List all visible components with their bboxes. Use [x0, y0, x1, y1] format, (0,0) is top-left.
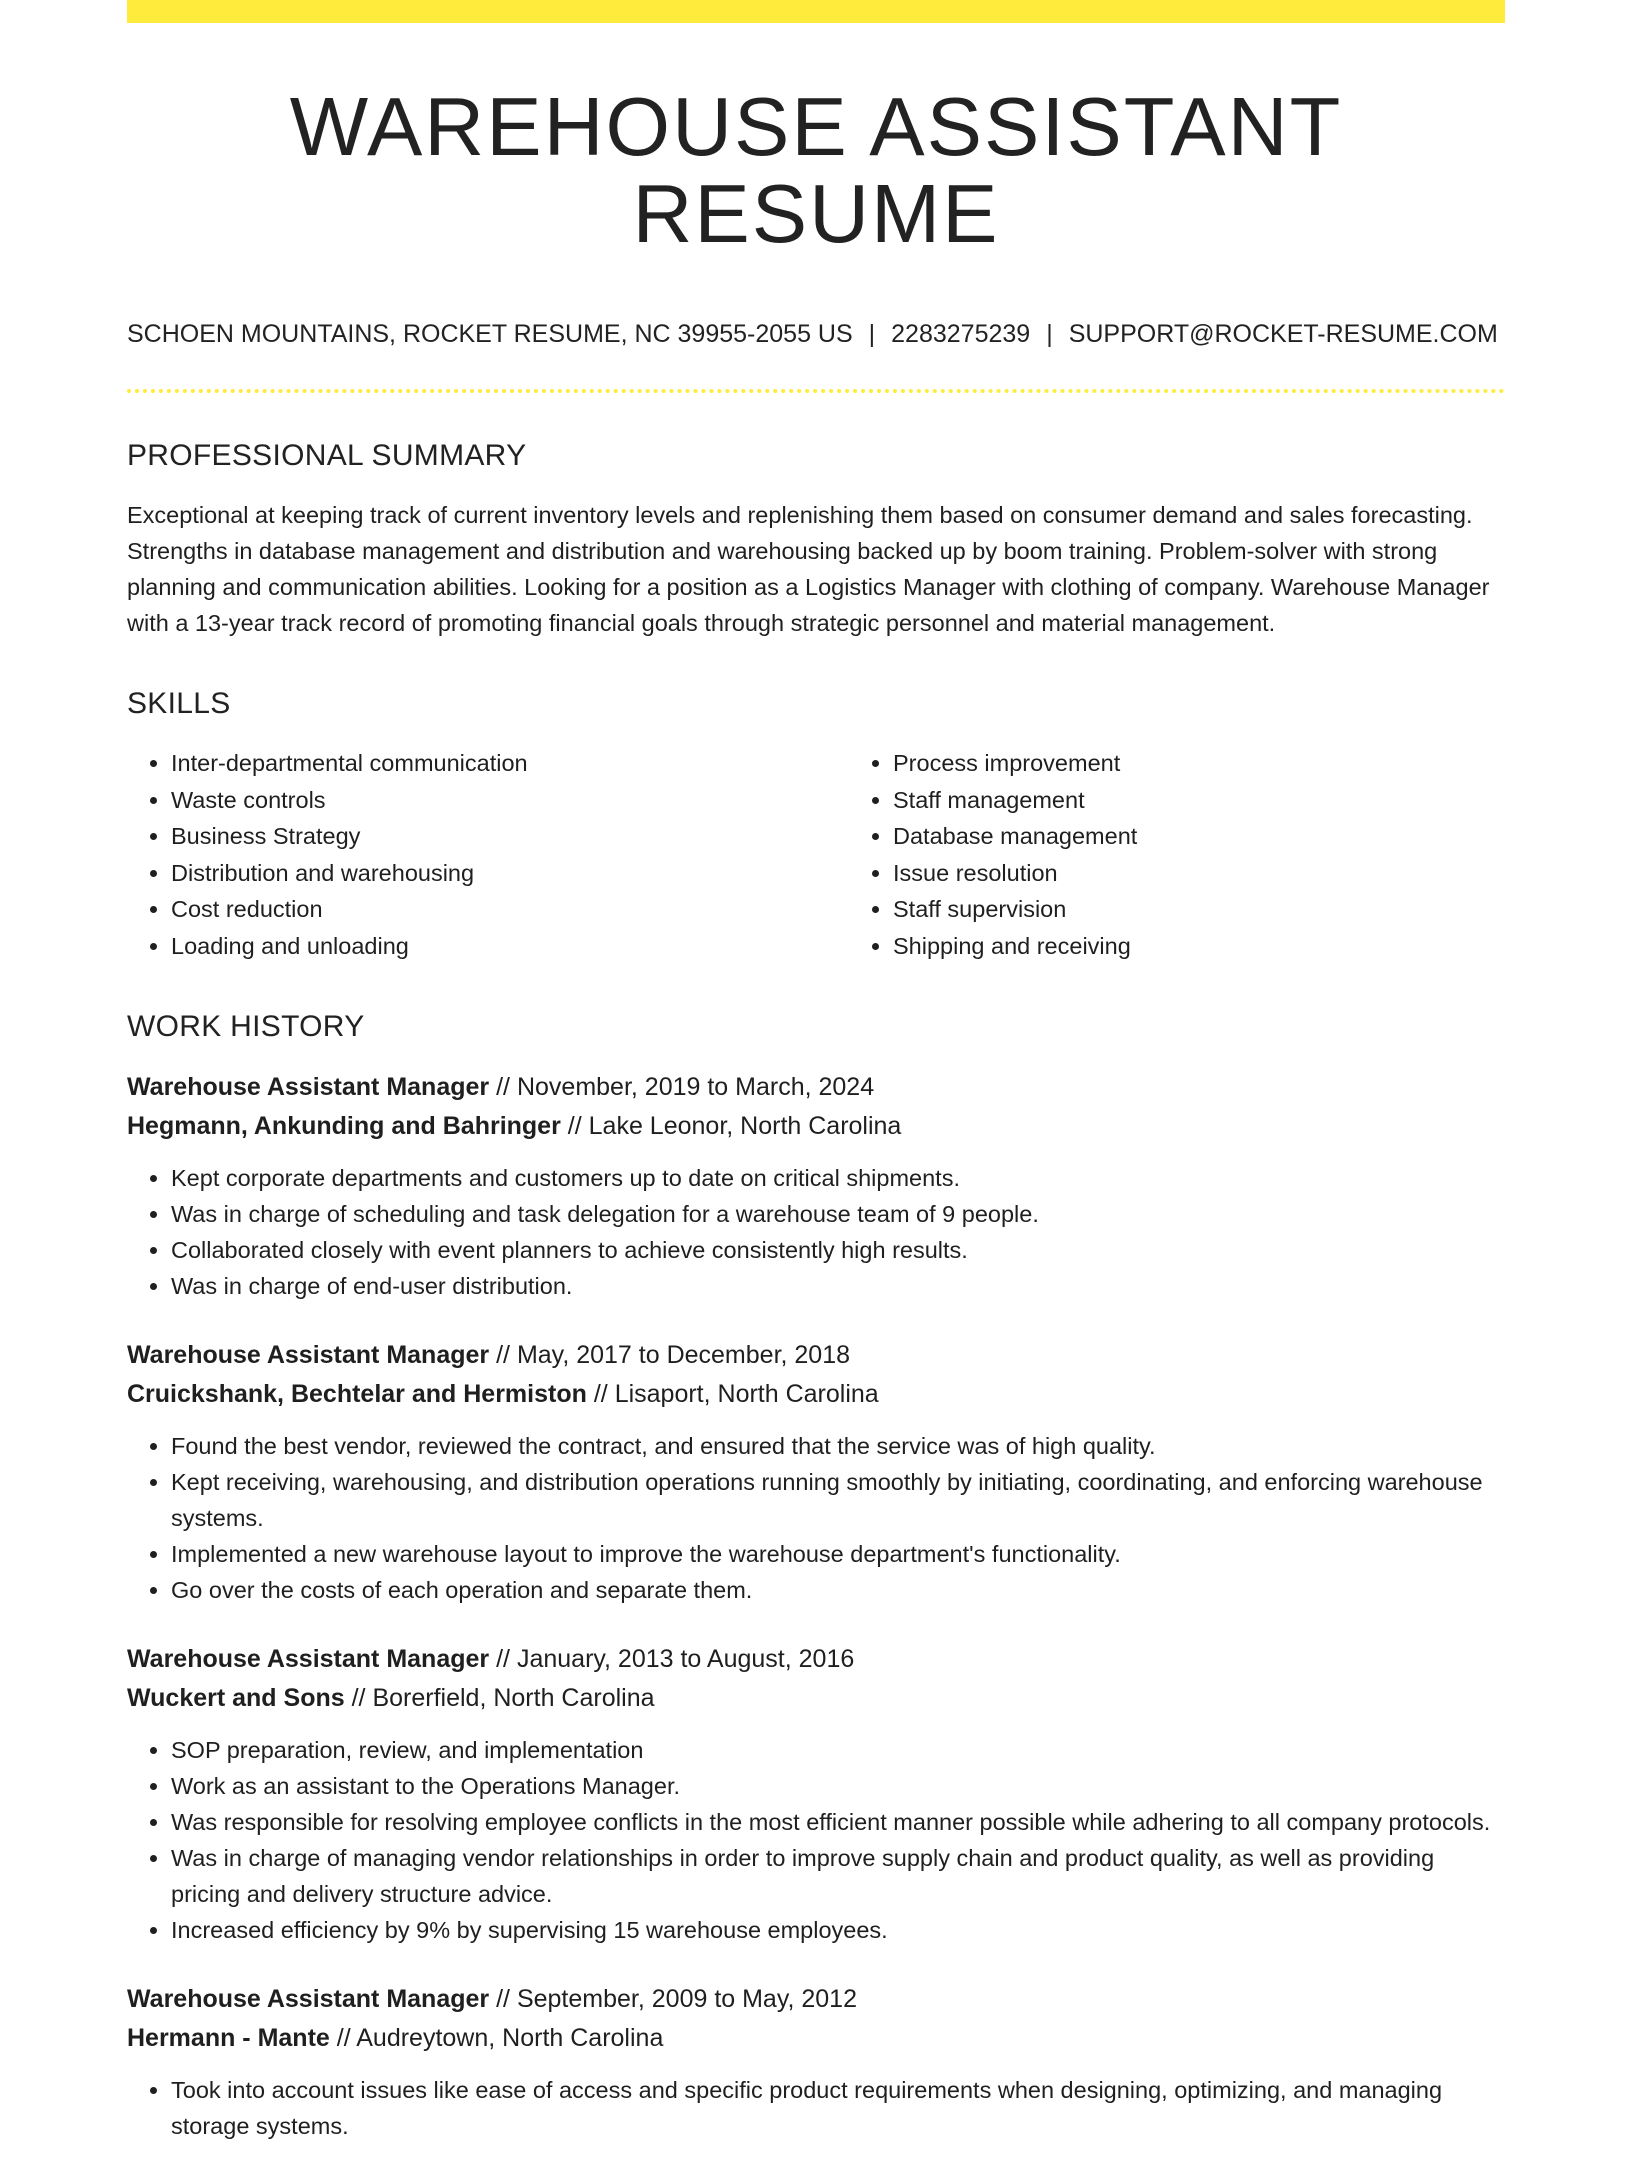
job-company: Hermann - Mante	[127, 2024, 330, 2053]
job-separator: //	[593, 1380, 608, 1409]
job-company-line	[127, 2019, 1505, 2058]
skill-item: • Cost reduction	[171, 891, 849, 928]
job-bullets	[127, 1732, 1505, 1948]
job-bullet: • Was in charge of managing vendor relationships in order to improve supply chain and product quality, as well as providing pricing and delivery structure advice.	[171, 1840, 1505, 1912]
summary-section	[127, 439, 1505, 641]
job-title: Warehouse Assistant Manager	[127, 1073, 490, 1102]
job-entry	[127, 1068, 1505, 1304]
skills-section	[127, 687, 1505, 964]
job-company: Cruickshank, Bechtelar and Hermiston	[127, 1380, 587, 1409]
skill-item: • Staff supervision	[893, 891, 1571, 928]
job-location: Audreytown, North Carolina	[356, 2024, 664, 2053]
resume-title: WAREHOUSE ASSISTANT RESUME	[289, 80, 1343, 261]
job-location: Lisaport, North Carolina	[614, 1380, 879, 1409]
skills-heading: SKILLS	[127, 687, 231, 721]
summary-heading: PROFESSIONAL SUMMARY	[127, 439, 527, 473]
skills-list-left	[127, 745, 849, 964]
job-title-line	[127, 1980, 1505, 2019]
summary-text: Exceptional at keeping track of current inventory levels and replenishing them based on consumer demand and sales forecasting. Strengths in database management and distribution and warehousing backed up by boom training. Problem-solver with strong planning and communication abilities. Looking for a position as a Logistics Manager with clothing of company. Warehouse Manager with a 13-year track record of promoting financial goals through strategic personnel and material management.	[127, 502, 1490, 637]
job-entry	[127, 1336, 1505, 1608]
skill-item: • Shipping and receiving	[893, 928, 1571, 965]
job-bullet: • Go over the costs of each operation and separate them.	[171, 1572, 1505, 1608]
contact-separator: |	[1046, 320, 1053, 349]
job-separator: //	[496, 1985, 510, 2014]
job-separator: //	[496, 1341, 510, 1370]
job-company: Hegmann, Ankunding and Bahringer	[127, 1112, 561, 1141]
contact-separator: |	[868, 320, 876, 349]
job-bullet: • Was in charge of scheduling and task delegation for a warehouse team of 9 people.	[171, 1196, 1505, 1232]
job-bullets	[127, 1428, 1505, 1608]
job-separator: //	[496, 1073, 510, 1102]
job-separator: //	[567, 1112, 582, 1141]
job-separator: //	[336, 2024, 351, 2053]
skills-columns	[127, 745, 1505, 964]
job-bullet: • Collaborated closely with event planners to achieve consistently high results.	[171, 1232, 1505, 1268]
job-dates: January, 2013 to August, 2016	[516, 1645, 855, 1674]
job-location: Borerfield, North Carolina	[372, 1684, 655, 1713]
job-bullet: • Found the best vendor, reviewed the contract, and ensured that the service was of high quality.	[171, 1428, 1505, 1464]
skill-item: • Loading and unloading	[171, 928, 849, 965]
job-company-line	[127, 1107, 1505, 1146]
job-title: Warehouse Assistant Manager	[127, 1341, 490, 1370]
work-history-section	[127, 1010, 1505, 2144]
job-dates: May, 2017 to December, 2018	[516, 1341, 851, 1370]
job-company-line	[127, 1679, 1505, 1718]
work-history-heading: WORK HISTORY	[127, 1010, 365, 1044]
job-bullet: • SOP preparation, review, and implementation	[171, 1732, 1505, 1768]
skill-item: • Staff management	[893, 782, 1571, 819]
job-title: Warehouse Assistant Manager	[127, 1645, 490, 1674]
job-title-line	[127, 1336, 1505, 1375]
resume-page	[127, 0, 1505, 2176]
contact-phone: 2283275239	[891, 320, 1031, 349]
job-location: Lake Leonor, North Carolina	[588, 1112, 902, 1141]
job-bullet: • Implemented a new warehouse layout to improve the warehouse department's functionality.	[171, 1536, 1505, 1572]
job-bullets	[127, 1160, 1505, 1304]
job-title-line	[127, 1068, 1505, 1107]
skill-item: • Issue resolution	[893, 855, 1571, 892]
contact-line	[127, 319, 1505, 349]
skill-item: • Business Strategy	[171, 818, 849, 855]
dotted-divider	[127, 389, 1505, 393]
job-bullet: • Kept receiving, warehousing, and distribution operations running smoothly by initiating, coordinating, and enforcing warehouse systems.	[171, 1464, 1505, 1536]
job-separator: //	[351, 1684, 366, 1713]
job-dates: November, 2019 to March, 2024	[516, 1073, 875, 1102]
job-entry	[127, 1640, 1505, 1948]
job-title: Warehouse Assistant Manager	[127, 1985, 490, 2014]
job-title-line	[127, 1640, 1505, 1679]
job-entry	[127, 1980, 1505, 2144]
job-company-line	[127, 1375, 1505, 1414]
contact-email: SUPPORT@ROCKET-RESUME.COM	[1068, 320, 1498, 349]
job-bullet: • Took into account issues like ease of access and specific product requirements when designing, optimizing, and managing storage systems.	[171, 2072, 1505, 2144]
skill-item: • Distribution and warehousing	[171, 855, 849, 892]
job-bullets	[127, 2072, 1505, 2144]
job-bullet: • Kept corporate departments and customers up to date on critical shipments.	[171, 1160, 1505, 1196]
job-separator: //	[496, 1645, 510, 1674]
top-accent-bar	[127, 0, 1505, 23]
skill-item: • Inter-departmental communication	[171, 745, 849, 782]
skill-item: • Database management	[893, 818, 1571, 855]
job-dates: September, 2009 to May, 2012	[516, 1985, 857, 2014]
skills-list-right	[849, 745, 1571, 964]
job-bullet: • Increased efficiency by 9% by supervising 15 warehouse employees.	[171, 1912, 1505, 1948]
contact-address: SCHOEN MOUNTAINS, ROCKET RESUME, NC 39955-2055 US	[127, 320, 853, 349]
skill-item: • Waste controls	[171, 782, 849, 819]
job-company: Wuckert and Sons	[127, 1684, 345, 1713]
job-bullet: • Work as an assistant to the Operations Manager.	[171, 1768, 1505, 1804]
job-bullet: • Was responsible for resolving employee conflicts in the most efficient manner possible while adhering to all company protocols.	[171, 1804, 1505, 1840]
job-bullet: • Was in charge of end-user distribution.	[171, 1268, 1505, 1304]
skill-item: • Process improvement	[893, 745, 1571, 782]
